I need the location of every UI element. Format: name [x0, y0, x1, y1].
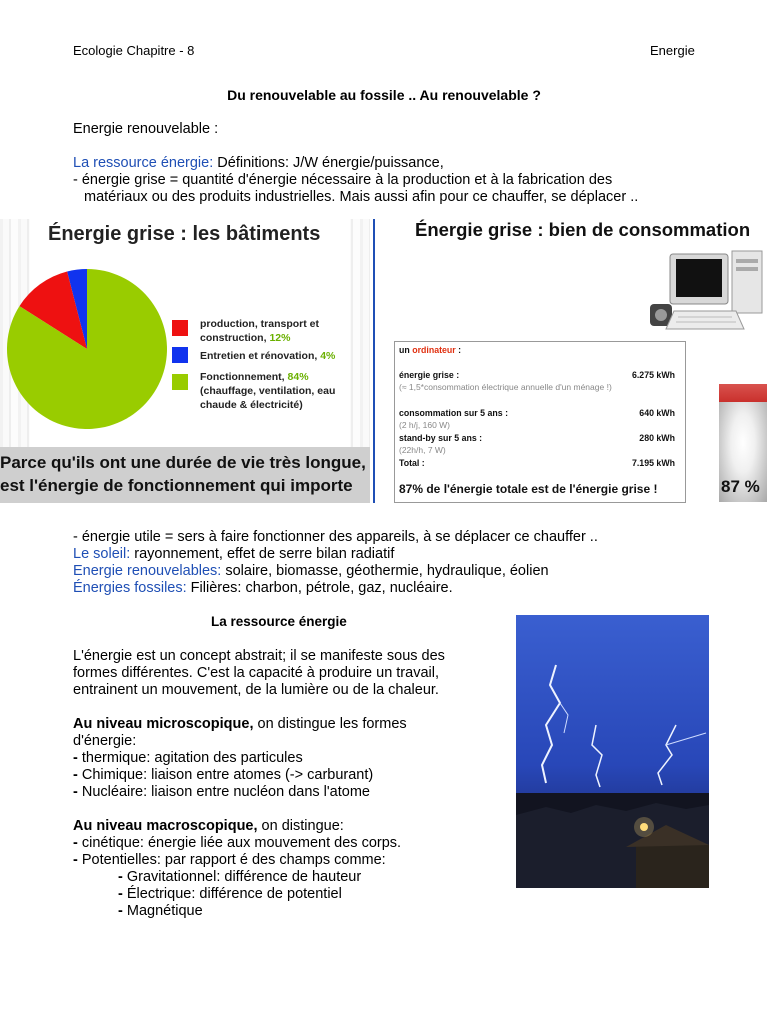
energy-list — [73, 529, 753, 597]
legend-extra: (chauffage, ventilation, eau chaude & électricité) — [200, 385, 336, 411]
legend-value: 4% — [320, 350, 336, 362]
row-note: (22h/h, 7 W) — [399, 445, 446, 455]
list-item — [73, 546, 753, 563]
list-item: - thermique: agitation des particules — [73, 750, 303, 766]
definition-block — [73, 155, 753, 206]
legend-swatch-green — [172, 374, 188, 390]
list-item: - Potentielles: par rapport é des champs comme: — [73, 852, 386, 868]
definition-line: matériaux ou des produits industrielles. Mais aussi afin pour ce chauffer, se déplacer .. — [84, 189, 639, 205]
paragraph-line: entrainent un mouvement, de la lumière ou de la chaleur. — [73, 682, 439, 698]
intro-heading: Energie renouvelable : — [73, 121, 219, 137]
sub-item: - Magnétique — [118, 903, 203, 919]
list-item — [73, 580, 753, 597]
header-topic: Energie — [650, 43, 695, 58]
legend-swatch-red — [172, 320, 188, 336]
item-text: Nucléaire: liaison entre nucléon dans l'atome — [77, 784, 370, 800]
computer-icon — [640, 249, 768, 339]
list-item: - énergie utile = sers à faire fonctionner des appareils, à se déplacer ce chauffer .. — [73, 529, 598, 545]
header-chapter: Ecologie Chapitre - 8 — [73, 43, 195, 58]
lightning-photo — [516, 615, 709, 888]
row-label: Total : — [399, 458, 425, 468]
row-value: 640 kWh — [639, 408, 675, 418]
micro-bold: Au niveau microscopique, — [73, 716, 254, 732]
item-text: Chimique: liaison entre atomes (-> carburant) — [77, 767, 374, 783]
macro-text: on distingue: — [257, 818, 344, 834]
figure-title: Énergie grise : les bâtiments — [48, 223, 321, 245]
heading-suffix: : — [455, 345, 462, 355]
item-text: Potentielles: par rapport é des champs comme: — [77, 852, 386, 868]
legend-label: Entretien et rénovation, — [200, 350, 318, 362]
definition-line: - énergie grise = quantité d'énergie nécessaire à la production et à la fabrication des — [73, 172, 613, 188]
paragraph-line: L'énergie est un concept abstrait; il se manifeste sous des — [73, 648, 445, 664]
pie-chart — [0, 269, 170, 429]
macro-bold: Au niveau macroscopique, — [73, 818, 258, 834]
list-item — [73, 563, 753, 580]
micro-heading — [73, 716, 503, 733]
item-text: Électrique: différence de potentiel — [122, 886, 342, 902]
legend-item-fonctionnement — [200, 370, 365, 412]
gauge-label: 87 % — [721, 477, 760, 496]
row-note: (2 h/j, 160 W) — [399, 420, 451, 430]
row-value: 280 kWh — [639, 433, 675, 443]
item-text: Gravitationnel: différence de hauteur — [122, 869, 362, 885]
micro-text: on distingue les formes — [253, 716, 407, 732]
caption-line: est l'énergie de fonctionnement qui importe — [0, 476, 353, 495]
legend-label: production, transport et construction, — [200, 318, 319, 344]
caption-line: Parce qu'ils ont une durée de vie très longue, — [0, 453, 366, 472]
legend-swatch-blue — [172, 347, 188, 363]
percentage-gauge — [719, 384, 767, 502]
row-label: stand-by sur 5 ans : — [399, 433, 483, 443]
definition-text: Définitions: J/W énergie/puissance, — [213, 155, 444, 171]
legend-label: Fonctionnement, — [200, 371, 285, 383]
item-text: thermique: agitation des particules — [77, 750, 303, 766]
list-text: Filières: charbon, pétrole, gaz, nucléaire. — [186, 580, 453, 596]
heading-prefix: un — [399, 345, 413, 355]
page-title: Du renouvelable au fossile .. Au renouvelable ? — [227, 87, 541, 103]
computer-energy-table — [394, 341, 686, 503]
legend-value: 84% — [287, 371, 309, 383]
table-footer: 87% de l'énergie totale est de l'énergie grise ! — [399, 482, 658, 496]
row-label: consommation sur 5 ans : — [399, 408, 509, 418]
list-text: solaire, biomasse, géothermie, hydraulique, éolien — [221, 563, 549, 579]
gauge-top — [719, 384, 767, 402]
list-item: - Chimique: liaison entre atomes (-> carburant) — [73, 767, 374, 783]
figure-title: Énergie grise : bien de consommation — [415, 219, 751, 240]
sub-item: - Gravitationnel: différence de hauteur — [118, 869, 362, 885]
sub-item: - Électrique: différence de potentiel — [118, 886, 342, 902]
list-label: Energie renouvelables: — [73, 563, 222, 579]
list-item: - Nucléaire: liaison entre nucléon dans l'atome — [73, 784, 370, 800]
item-text: Magnétique — [122, 903, 203, 919]
figure-consumer-goods — [378, 219, 768, 503]
figure-caption — [0, 451, 366, 497]
row-value: 6.275 kWh — [631, 370, 675, 380]
row-label: énergie grise : — [399, 370, 460, 380]
table-heading — [399, 345, 461, 355]
figure-divider — [373, 219, 375, 503]
list-label: Le soleil: — [73, 546, 131, 562]
paragraph-line: formes différentes. C'est la capacité à produire un travail, — [73, 665, 439, 681]
sub-list — [73, 869, 503, 920]
list-item: - cinétique: énergie liée aux mouvement des corps. — [73, 835, 402, 851]
list-label: Énergies fossiles: — [73, 580, 187, 596]
row-note: (≈ 1,5*consommation électrique annuelle d'un ménage !) — [399, 382, 612, 392]
legend-item-production — [200, 317, 365, 345]
section-body — [73, 648, 503, 920]
item-text: cinétique: énergie liée aux mouvement des corps. — [77, 835, 402, 851]
figure-buildings — [0, 219, 370, 503]
row-value: 7.195 kWh — [631, 458, 675, 468]
heading-highlight: ordinateur — [412, 345, 456, 355]
list-text: rayonnement, effet de serre bilan radiatif — [130, 546, 395, 562]
definition-label: La ressource énergie: — [73, 155, 214, 171]
legend-item-entretien — [200, 349, 365, 363]
macro-heading — [73, 818, 503, 835]
micro-line: d'énergie: — [73, 733, 137, 749]
section-title: La ressource énergie — [211, 614, 347, 629]
legend-value: 12% — [269, 332, 291, 344]
